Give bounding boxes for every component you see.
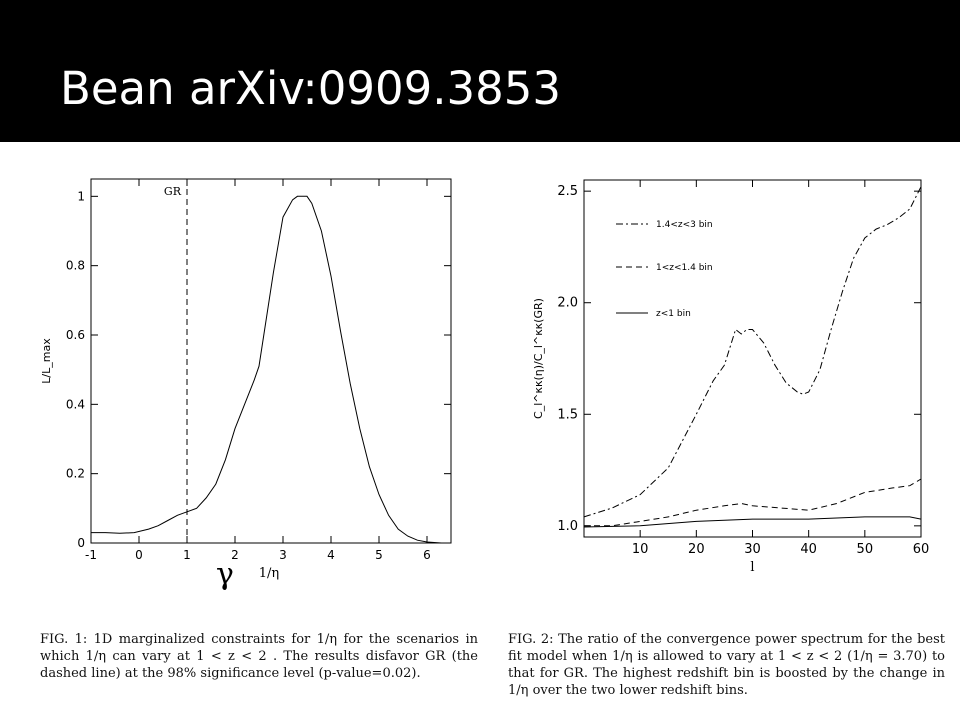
chart2-y-axis-label: C_l^κκ(η)/C_l^κκ(GR) (532, 298, 545, 419)
chart1-x-tick-label: 5 (375, 548, 383, 562)
chart2-x-tick-label: 60 (912, 542, 930, 557)
chart2-y-tick-label: 2.5 (557, 184, 578, 200)
chart1-y-tick-label: 0.6 (65, 328, 85, 342)
chart1-y-tick-label: 0.2 (65, 466, 85, 481)
chart2-y-tick-label: 2.0 (557, 295, 578, 311)
chart1-x-tick-label: 3 (279, 548, 287, 562)
chart1-gr-annotation: GR (163, 185, 181, 198)
chart2-legend-label-3: z<1 bin (656, 309, 691, 319)
chart1-y-axis-label: L/L_max (40, 338, 53, 384)
chart2-x-tick-label: 20 (688, 542, 705, 557)
chart1-x-tick-label: -1 (85, 548, 97, 562)
chart2-x-tick-label: 40 (800, 542, 817, 557)
chart1-y-tick-label: 1 (77, 189, 85, 204)
chart2-legend-label-1: 1.4<z<3 bin (656, 220, 713, 230)
chart1-x-tick-label: 0 (135, 548, 143, 562)
chart2-x-tick-label: 10 (631, 542, 649, 557)
chart1-plot-frame (91, 179, 451, 543)
chart1-x-tick-label: 1 (183, 548, 191, 562)
chart2-x-tick-label: 30 (744, 542, 761, 557)
chart1-x-tick-label: 4 (327, 548, 335, 562)
gamma-label: γ (216, 557, 234, 592)
chart1-y-tick-label: 0 (77, 536, 85, 550)
chart2-x-tick-label: 50 (856, 542, 874, 557)
fig1-caption: FIG. 1: 1D marginalized constraints for 1/η for the scenarios in which 1/η can vary at 1 < z < 2 . The results disfavor GR (the dashed line) at the 98% significance level (p-value=0.02). (40, 632, 478, 681)
chart2-x-axis-label: l (750, 560, 755, 575)
chart1-y-tick-label: 0.4 (65, 397, 85, 412)
chart2-legend-label-2: 1<z<1.4 bin (656, 263, 713, 273)
chart1-y-tick-label: 0.8 (65, 258, 85, 273)
chart2-series-line-1 (584, 187, 921, 517)
chart1-series-line-1 (91, 196, 441, 543)
chart2-y-tick-label: 1.5 (557, 407, 578, 423)
chart1-x-axis-label: 1/η (258, 566, 280, 581)
chart1-x-tick-label: 6 (423, 548, 431, 562)
chart1-x-tick-label: 2 (231, 548, 239, 562)
fig2-caption: FIG. 2: The ratio of the convergence power spectrum for the best fit model when 1/η is allowed to vary at 1 < z < 2 (1/η = 3.70) to that for GR. The highest redshift bin is boosted by the change in 1/η over the two lower redshift bins. (508, 632, 945, 698)
chart2-y-tick-label: 1.0 (557, 518, 578, 534)
slide-title: Bean arXiv:0909.3853 (60, 62, 562, 115)
